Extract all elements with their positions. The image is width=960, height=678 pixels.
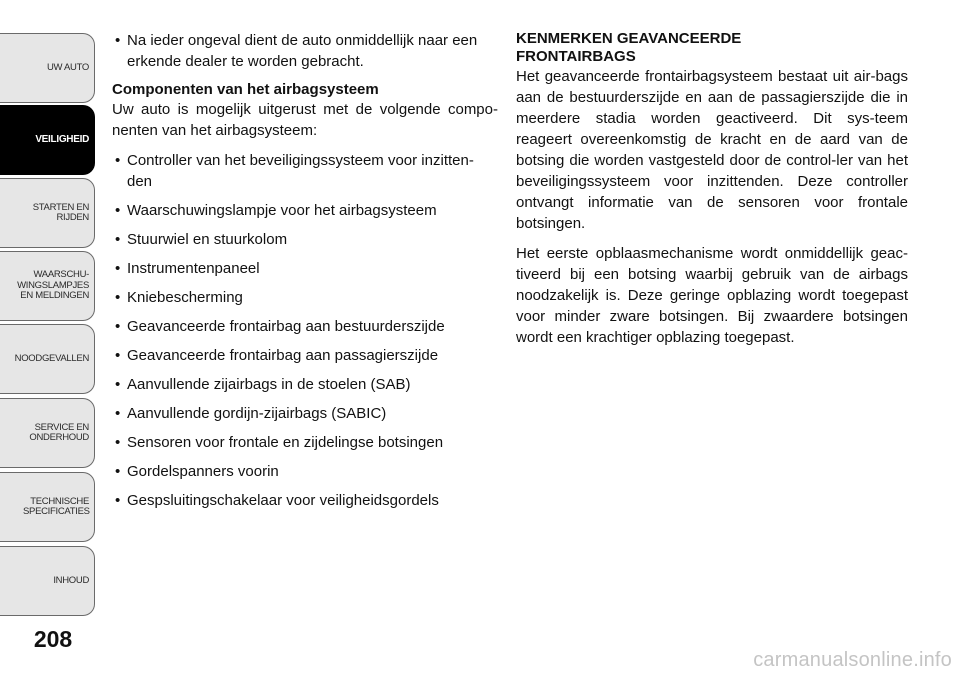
tab-label: VEILIGHEID <box>35 133 89 145</box>
tab-label: STARTEN EN RIJDEN <box>32 201 89 223</box>
heading-line: FRONTAIRBAGS <box>516 48 636 65</box>
watermark: carmanualsonline.info <box>753 649 952 671</box>
section-heading <box>516 30 908 66</box>
tab-waarschuwingslampjes[interactable] <box>0 251 95 321</box>
list-item: • Gordelspanners voorin <box>112 461 498 482</box>
tab-technische-specificaties[interactable] <box>0 472 95 542</box>
list-item: • Stuurwiel en stuurkolom <box>112 229 498 250</box>
list-item: • Na ieder ongeval dient de auto onmiddellijk naar een erkende dealer te worden gebracht. <box>112 30 498 72</box>
list-item: • Gespsluitingschakelaar voor veiligheidsgordels <box>112 490 498 511</box>
tab-label: INHOUD <box>53 574 89 586</box>
tab-label: WAARSCHU-WINGSLAMPJES EN MELDINGEN <box>17 269 89 302</box>
list-item: • Sensoren voor frontale en zijdelingse botsingen <box>112 432 498 453</box>
list-item: • Aanvullende gordijn-zijairbags (SABIC) <box>112 403 498 424</box>
left-column <box>112 30 498 519</box>
component-list <box>112 150 498 511</box>
list-item: • Kniebescherming <box>112 287 498 308</box>
section-heading: Componenten van het airbagsysteem <box>112 81 379 98</box>
list-item: • Instrumentenpaneel <box>112 258 498 279</box>
body-paragraph: Het eerste opblaasmechanisme wordt onmiddellijk geac-tiveerd bij een botsing waarbij gebruik van de airbags noodzakelijk is. Deze geringe opblazing wordt toegepast voor minder zware botsingen. Bij zwaardere botsingen wordt een krachtiger opblazing toegepast. <box>516 245 908 346</box>
list-item: • Geavanceerde frontairbag aan bestuurderszijde <box>112 316 498 337</box>
tab-label: UW AUTO <box>46 61 89 73</box>
tab-label: NOODGEVALLEN <box>14 352 89 364</box>
intro-bullet-list <box>112 30 498 72</box>
list-item: • Controller van het beveiligingssysteem voor inzitten-den <box>112 150 498 192</box>
tab-noodgevallen[interactable] <box>0 324 95 394</box>
tab-uw-auto[interactable] <box>0 33 95 103</box>
tab-label: SERVICE EN ONDERHOUD <box>29 421 89 443</box>
list-item: • Waarschuwingslampje voor het airbagsysteem <box>112 200 498 221</box>
intro-paragraph: Uw auto is mogelijk uitgerust met de volgende compo-nenten van het airbagsysteem: <box>112 101 498 139</box>
heading-line: KENMERKEN GEAVANCEERDE <box>516 30 742 47</box>
tab-label: TECHNISCHE SPECIFICATIES <box>23 495 90 517</box>
tab-inhoud[interactable] <box>0 546 95 616</box>
tab-service-en-onderhoud[interactable] <box>0 398 95 468</box>
tab-starten-en-rijden[interactable] <box>0 178 95 248</box>
page-number: 208 <box>33 626 73 652</box>
body-paragraph: Het geavanceerde frontairbagsysteem bestaat uit air-bags aan de bestuurderszijde en aan de passagierszijde die in meerdere stadia worden geactiveerd. Dit sys-teem reageert overeenkomstig de kracht en de aard van de botsing die worden vastgesteld door de control-ler van het beveiligingssysteem voor inzittenden. Deze controller ontvangt informatie van de sensoren voor frontale botsingen. <box>516 68 908 232</box>
list-item: • Aanvullende zijairbags in de stoelen (SAB) <box>112 374 498 395</box>
tab-veiligheid[interactable] <box>0 105 95 175</box>
chapter-sidebar <box>0 0 98 678</box>
list-item: • Geavanceerde frontairbag aan passagierszijde <box>112 345 498 366</box>
right-column <box>516 30 908 357</box>
